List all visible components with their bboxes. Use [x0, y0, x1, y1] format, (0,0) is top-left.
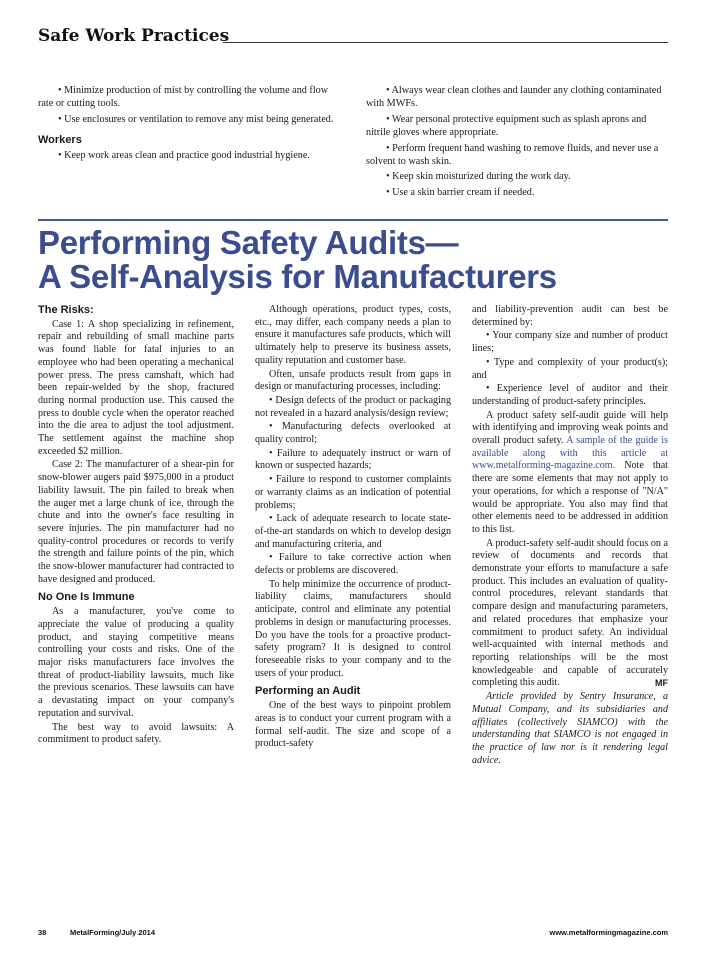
- list-item: • Keep work areas clean and practice good industrial hygiene.: [58, 149, 310, 161]
- top-right-column: [366, 84, 666, 201]
- paragraph: [472, 538, 668, 690]
- list-item: • Keep skin moisturized during the work day.: [386, 171, 571, 183]
- guide-link[interactable]: A sample of the guide is available along with this article at www.metalforming-magazine.com.: [472, 435, 669, 472]
- list-item: • Always wear clean clothes and launder any clothing contaminated with MWFs.: [366, 85, 662, 110]
- article-credit: Article provided by Sentry Insurance, a Mutual Company, and its subsidiaries and affiliates (collectively SIAMCO) with the understanding that SIAMCO is not engaged in the practice of law nor is it rendering legal advice.: [472, 691, 668, 766]
- magazine-issue: MetalForming/July 2014: [70, 928, 156, 937]
- paragraph: To help minimize the occurrence of product-liability claims, manufacturers should anticipate, control and eliminate any potential problems in design or manufacturing processes. Do you have the tools for a proactive product-safety program? It is designed to control foreseeable risks to your company and to the users of your product.: [255, 578, 451, 679]
- article-column-3: [472, 304, 668, 768]
- headline-line-2: A Self-Analysis for Manufacturers: [38, 258, 557, 295]
- list-item: • Type and complexity of your product(s); and: [472, 356, 668, 381]
- paragraph-text: A product safety self-audit guide will help with identifying and improving weak points and overall product safety.: [472, 409, 668, 447]
- list-item: • Wear personal protective equipment such as splash aprons and nitrile gloves where appropriate.: [366, 113, 647, 139]
- article-column-1: [38, 304, 234, 748]
- list-item: • Design defects of the product or packaging not revealed in a hazard analysis/design review;: [255, 394, 451, 419]
- section-header: [38, 26, 668, 48]
- workers-heading: Workers: [38, 134, 82, 147]
- paragraph-text: A product-safety self-audit should focus on a review of documents and records that demonstrate your efforts to manufacture a safe product. This includes an evaluation of quality-control procedures, relevant standards that compare design and manufacturing parameters, and related procedures that emphasize your commitment to product safety. An individual well-acquainted with internal methods and reporting relationships will be the most knowledgeable and capable of accurately completing this audit.: [472, 537, 668, 689]
- risks-heading: The Risks:: [38, 304, 94, 316]
- audit-heading: Performing an Audit: [255, 685, 361, 698]
- top-left-column: [38, 84, 338, 164]
- footer-url[interactable]: www.metalformingmagazine.com: [549, 928, 668, 937]
- section-title: Safe Work Practices: [38, 26, 230, 46]
- paragraph: As a manufacturer, you've come to appreciate the value of producing a quality product, and staying competitive means controlling your costs and risks. One of the major risks manufacturers face involves the threat of product-liability lawsuits, much like the previous scenarios. These lawsuits can have a devastating impact on your company's reputation and survival.: [38, 606, 234, 719]
- case-2-paragraph: Case 2: The manufacturer of a shear-pin for snow-blower augers paid $975,000 in a product liability lawsuit. The pin failed to break when the auger met a large chunk of ice, through the chute and into the owner's face resulting in severe injuries. The pin manufacturer had no quality-control procedures or records to verify the strength and failure points of the pin, which the snow-blower manufacturer had contracted to have designed and produced.: [38, 459, 234, 585]
- article-column-2: [255, 304, 451, 752]
- end-mark: MF: [655, 678, 668, 689]
- article-headline: [38, 226, 678, 294]
- list-item: • Failure to respond to customer complaints or warranty claims as an indication of potential problems;: [255, 474, 451, 511]
- paragraph: The best way to avoid lawsuits: A commitment to product safety.: [38, 721, 234, 746]
- case-1-paragraph: Case 1: A shop specializing in refinement, repair and rebuilding of small machine parts was found liable for fatal injuries to an employee who had been operating a mechanical power press. The press camshaft, which had been repair-welded by the shop, fractured during normal production use. This caused the press to double cycle when the operator reached into the die area to adjust the tool adjustment. The settlement against the machine shop exceeded $2 million.: [38, 318, 234, 457]
- paragraph: Often, unsafe products result from gaps in design or manufacturing processes, including:: [255, 368, 451, 393]
- paragraph: [472, 410, 668, 537]
- section-divider: [38, 219, 668, 221]
- page-number: 38: [38, 928, 47, 937]
- list-item: • Perform frequent hand washing to remove fluids, and never use a solvent to wash skin.: [366, 142, 659, 168]
- immune-heading: No One Is Immune: [38, 591, 135, 604]
- page-footer: [38, 928, 668, 940]
- list-item: • Experience level of auditor and their understanding of product-safety principles.: [472, 383, 668, 407]
- list-item: • Failure to adequately instruct or warn of known or suspected hazards;: [255, 447, 451, 472]
- list-item: • Use a skin barrier cream if needed.: [386, 186, 535, 198]
- paragraph: One of the best ways to pinpoint problem areas is to conduct your current program with a formal self-audit. The size and scope of a product-safety: [255, 700, 451, 750]
- paragraph-text: Note that there are some elements that may not apply to your operations, for which a response of "N/A" would be appropriate. You also may find that other elements need to be addressed in addition to this list.: [472, 460, 668, 535]
- list-item: • Minimize production of mist by controlling the volume and flow rate or cutting tools.: [38, 85, 329, 110]
- paragraph: and liability-prevention audit can best be determined by:: [472, 304, 668, 328]
- list-item: • Manufacturing defects overlooked at quality control;: [255, 421, 451, 446]
- header-rule: [223, 42, 668, 43]
- list-item: • Lack of adequate research to locate state-of-the-art standards on which to develop design and manufacturing criteria, and: [255, 513, 451, 550]
- list-item: • Failure to take corrective action when defects or problems are discovered.: [255, 552, 451, 577]
- paragraph: Although operations, product types, costs, etc., may differ, each company needs a plan to ensure it manufactures safe products, which will ultimately help to preserve its business assets, quality reputation and customer base.: [255, 304, 451, 366]
- headline-line-1: Performing Safety Audits—: [38, 224, 459, 261]
- list-item: • Your company size and number of product lines;: [472, 330, 668, 355]
- list-item: • Use enclosures or ventilation to remove any mist being generated.: [58, 113, 334, 125]
